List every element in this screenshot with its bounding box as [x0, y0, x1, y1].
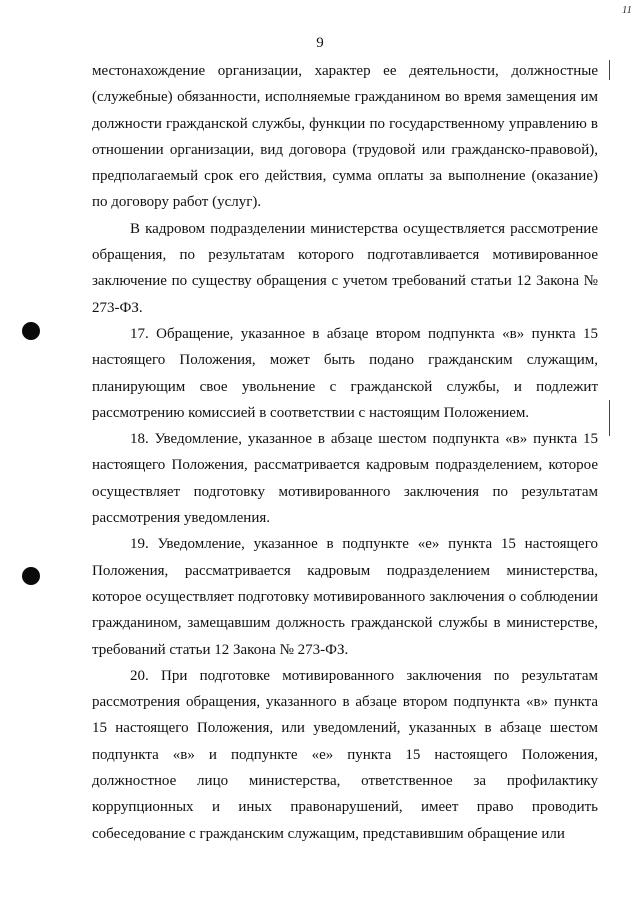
corner-mark: 11: [621, 4, 632, 16]
paragraph: В кадровом подразделении министерства осуществляется рассмотрение обращения, по результатам которого подготавливается мотивированное заключение по существу обращения с учетом требований статьи 12 Закона № 273-ФЗ.: [92, 220, 598, 316]
document-body: [92, 58, 598, 847]
scan-edge-mark: [609, 60, 610, 80]
punch-hole-mark: [22, 567, 40, 585]
paragraph-item-19: 19. Уведомление, указанное в подпункте «е» пункта 15 настоящего Положения, рассматривается кадровым подразделением министерства, которое осуществляет подготовку мотивированного заключения о соблюдении гражданином, замещавшим должность гражданской службы в министерстве, требований статьи 12 Закона № 273-ФЗ.: [92, 536, 598, 658]
scan-edge-mark: [609, 400, 610, 436]
paragraph-item-20: 20. При подготовке мотивированного заключения по результатам рассмотрения обращения, указанного в абзаце втором подпункта «в» пункта 15 настоящего Положения, или уведомлений, указанных в абзаце шестом подпункта «в» и подпункте «е» пункта 15 настоящего Положения, должностное лицо министерства, ответственное за профилактику коррупционных и иных правонарушений, имеет право проводить собеседование с гражданским служащим, представившим обращение или: [92, 667, 598, 842]
paragraph-item-17: 17. Обращение, указанное в абзаце втором подпункта «в» пункта 15 настоящего Положения, может быть подано гражданским служащим, планирующим свое увольнение с гражданской службы, и подлежит рассмотрению комиссией в соответствии с настоящим Положением.: [92, 325, 598, 421]
punch-hole-mark: [22, 322, 40, 340]
paragraph-continuation: местонахождение организации, характер ее деятельности, должностные (служебные) обязанности, исполняемые гражданином во время замещения им должности гражданской службы, функции по государственному управлению в отношении организации, вид договора (трудовой или гражданско-правовой), предполагаемый срок его действия, сумма оплаты за выполнение (оказание) по договору работ (услуг).: [92, 63, 598, 211]
page-number: 9: [316, 35, 324, 51]
paragraph-item-18: 18. Уведомление, указанное в абзаце шестом подпункта «в» пункта 15 настоящего Положения, рассматривается кадровым подразделением, которое осуществляет подготовку мотивированного заключения по результатам рассмотрения уведомления.: [92, 431, 598, 527]
